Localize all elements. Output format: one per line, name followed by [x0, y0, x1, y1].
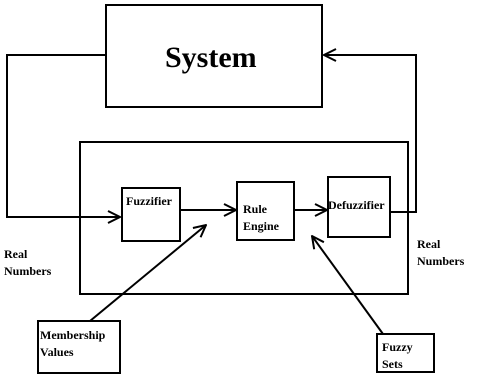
rule-engine-line-2: Engine — [243, 219, 280, 233]
real-numbers-right-line-2: Numbers — [417, 254, 465, 268]
real-numbers-right-label — [417, 236, 464, 270]
fuzzy-sets-arrow — [312, 236, 383, 334]
fuzzy-sets-label — [382, 339, 413, 373]
defuzzifier-label: Defuzzifier — [328, 198, 385, 212]
input-wire — [7, 55, 120, 217]
real-numbers-left-label — [4, 246, 51, 280]
membership-values-label — [40, 327, 105, 361]
membership-arrow — [90, 225, 206, 321]
fuzzy-sets-line-2: Sets — [382, 357, 403, 371]
fuzzy-sets-line-1: Fuzzy — [382, 340, 413, 354]
rule-engine-label — [243, 201, 279, 235]
real-numbers-left-line-2: Numbers — [4, 264, 52, 278]
fuzzifier-label: Fuzzifier — [126, 194, 172, 208]
system-label: System — [165, 41, 257, 74]
real-numbers-left-line-1: Real — [4, 247, 28, 261]
membership-values-line-1: Membership — [40, 328, 106, 342]
rule-engine-line-1: Rule — [243, 202, 267, 216]
real-numbers-right-line-1: Real — [417, 237, 441, 251]
membership-values-line-2: Values — [40, 345, 74, 359]
feedback-wire — [324, 55, 416, 212]
